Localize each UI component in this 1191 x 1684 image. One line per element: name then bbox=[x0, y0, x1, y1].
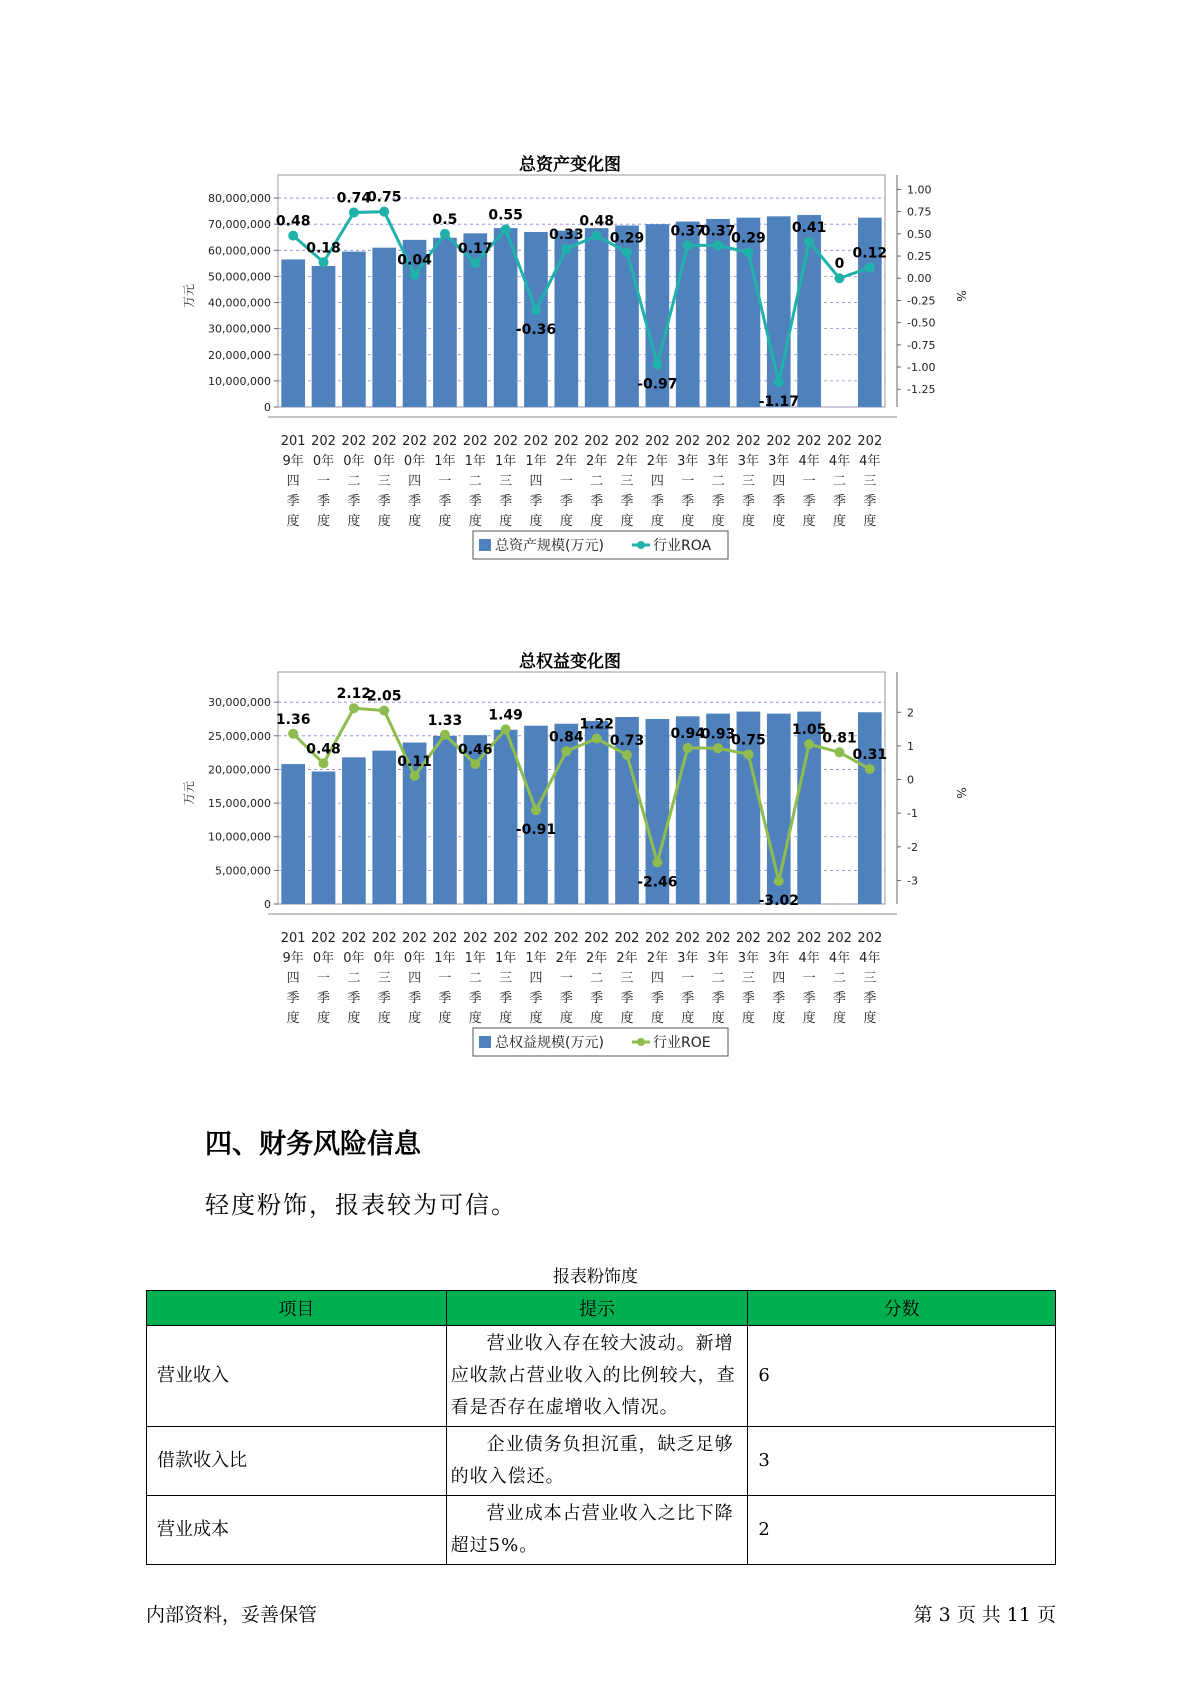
bar bbox=[372, 751, 396, 904]
data-label: 1.36 bbox=[275, 711, 311, 728]
y2-tick-label: -1.25 bbox=[907, 383, 936, 397]
data-label: 0.55 bbox=[488, 207, 523, 224]
y-tick-label: 15,000,000 bbox=[208, 797, 271, 811]
x-tick-label: 202 2年三季度 bbox=[614, 434, 640, 529]
x-tick-label: 202 2年一季度 bbox=[553, 434, 579, 529]
x-tick-label: 202 2年四季度 bbox=[644, 434, 670, 529]
y-tick-label: 20,000,000 bbox=[208, 348, 271, 362]
header-hint: 提示 bbox=[446, 1291, 748, 1326]
x-tick-label: 202 1年四季度 bbox=[523, 931, 549, 1026]
y2-axis-title: % bbox=[954, 290, 968, 302]
line-point bbox=[288, 231, 298, 241]
line-point bbox=[652, 857, 662, 867]
table-row bbox=[147, 1427, 1056, 1496]
section-body: 轻度粉饰，报表较为可信。 bbox=[205, 1191, 517, 1219]
data-label: -0.36 bbox=[515, 322, 557, 339]
data-label: 0.33 bbox=[549, 226, 584, 243]
data-label: 0.46 bbox=[458, 742, 493, 759]
line-point bbox=[804, 237, 814, 247]
section-heading: 四、财务风险信息 bbox=[205, 1129, 421, 1160]
y-tick-label: 60,000,000 bbox=[208, 244, 271, 258]
assets-chart bbox=[180, 145, 968, 595]
line-point bbox=[470, 258, 480, 268]
line-point bbox=[410, 771, 420, 781]
data-label: 0.12 bbox=[852, 245, 888, 262]
bar bbox=[433, 238, 457, 407]
y-axis-title: 万元 bbox=[182, 283, 196, 309]
line-point bbox=[865, 764, 875, 774]
line-point bbox=[804, 739, 814, 749]
bar bbox=[312, 266, 336, 407]
x-tick-label: 202 4年二季度 bbox=[827, 434, 852, 529]
y-tick-label: 0 bbox=[264, 898, 271, 911]
y2-tick-label: 1 bbox=[907, 739, 914, 753]
line-point bbox=[501, 724, 511, 734]
line-point bbox=[834, 747, 844, 757]
x-tick-label: 202 4年三季度 bbox=[857, 931, 883, 1026]
line-point bbox=[865, 263, 875, 273]
plot-frame bbox=[275, 672, 885, 904]
x-tick-label: 202 1年三季度 bbox=[493, 931, 519, 1026]
line-point bbox=[713, 743, 723, 753]
data-label: -3.02 bbox=[758, 893, 799, 910]
y2-tick-label: -1.00 bbox=[907, 361, 936, 375]
data-label: 0.48 bbox=[306, 741, 341, 758]
bar bbox=[342, 757, 366, 904]
y2-tick-label: 1.00 bbox=[907, 183, 932, 197]
row-hint: 营业收入存在较大波动。新增应收款占营业收入的比例较大，查看是否存在虚增收入情况。 bbox=[446, 1326, 748, 1427]
y-tick-label: 0 bbox=[264, 401, 271, 414]
line-point bbox=[561, 244, 571, 254]
chart-title: 总资产变化图 bbox=[519, 155, 621, 175]
data-label: 0.74 bbox=[336, 190, 372, 207]
bar bbox=[858, 712, 882, 904]
x-tick-label: 202 1年一季度 bbox=[432, 434, 458, 529]
y2-tick-label: -2 bbox=[907, 840, 918, 854]
x-tick-label: 202 4年二季度 bbox=[827, 931, 852, 1026]
data-label: 0.94 bbox=[670, 725, 705, 742]
line-point bbox=[683, 743, 693, 753]
row-hint: 营业成本占营业收入之比下降超过5%。 bbox=[446, 1496, 748, 1565]
line-point bbox=[743, 247, 753, 257]
bar bbox=[281, 259, 305, 407]
y-tick-label: 10,000,000 bbox=[208, 374, 271, 388]
data-label: 0.75 bbox=[731, 732, 766, 749]
legend-bar-label: 总权益规模(万元) bbox=[495, 1035, 604, 1051]
data-label: 0.37 bbox=[700, 223, 736, 240]
line-point bbox=[379, 207, 389, 217]
legend-bar-swatch bbox=[479, 1036, 491, 1048]
x-tick-label: 202 3年四季度 bbox=[766, 931, 792, 1026]
x-tick-label: 202 2年四季度 bbox=[644, 931, 670, 1026]
x-tick-label: 202 1年四季度 bbox=[523, 434, 549, 529]
line-point bbox=[834, 273, 844, 283]
y-tick-label: 30,000,000 bbox=[208, 696, 271, 710]
data-label: 2.12 bbox=[336, 686, 372, 703]
line-point bbox=[379, 706, 389, 716]
x-tick-label: 202 2年二季度 bbox=[584, 434, 610, 529]
page-number: 第 3 页 共 11 页 bbox=[913, 1604, 1056, 1626]
line-point bbox=[531, 305, 541, 315]
x-tick-label: 202 0年二季度 bbox=[341, 434, 367, 529]
line-point bbox=[440, 730, 450, 740]
y2-tick-label: -0.50 bbox=[907, 316, 936, 330]
legend-line-label: 行业ROA bbox=[653, 538, 712, 554]
row-score: 2 bbox=[748, 1496, 1056, 1565]
line-point bbox=[531, 805, 541, 815]
row-item: 借款收入比 bbox=[147, 1427, 447, 1496]
x-tick-label: 202 0年二季度 bbox=[341, 931, 367, 1026]
y-tick-label: 50,000,000 bbox=[208, 270, 271, 284]
data-label: 0.37 bbox=[670, 223, 705, 240]
header-score: 分数 bbox=[748, 1291, 1056, 1326]
y2-axis-title: % bbox=[954, 787, 968, 799]
line-point bbox=[774, 377, 784, 387]
data-label: 0.75 bbox=[366, 189, 402, 206]
y2-tick-label: 0.75 bbox=[907, 205, 932, 219]
data-label: 0.5 bbox=[432, 211, 458, 228]
y2-tick-label: 0.00 bbox=[907, 272, 932, 286]
line-point bbox=[349, 208, 359, 218]
data-label: 0.17 bbox=[458, 241, 493, 258]
legend-line-label: 行业ROE bbox=[653, 1035, 711, 1051]
legend-bar-swatch bbox=[479, 539, 491, 551]
row-hint: 企业债务负担沉重，缺乏足够的收入偿还。 bbox=[446, 1427, 748, 1496]
y2-tick-label: -0.25 bbox=[907, 294, 936, 308]
plot-frame bbox=[275, 175, 885, 407]
x-tick-label: 202 0年一季度 bbox=[311, 434, 336, 529]
risk-table bbox=[146, 1290, 1056, 1565]
y2-tick-label: 0 bbox=[907, 773, 914, 787]
legend-bar-label: 总资产规模(万元) bbox=[495, 538, 604, 554]
line-point bbox=[561, 746, 571, 756]
x-tick-label: 202 3年一季度 bbox=[675, 434, 701, 529]
x-tick-label: 202 1年一季度 bbox=[432, 931, 458, 1026]
x-tick-label: 202 2年三季度 bbox=[614, 931, 640, 1026]
data-label: 2.05 bbox=[366, 688, 402, 705]
data-label: 0.04 bbox=[397, 252, 432, 269]
data-label: 1.22 bbox=[579, 716, 614, 733]
line-point bbox=[622, 750, 632, 760]
bar bbox=[433, 736, 457, 904]
line-point bbox=[440, 229, 450, 239]
line-point bbox=[410, 270, 420, 280]
bar bbox=[281, 764, 305, 904]
row-item: 营业成本 bbox=[147, 1496, 447, 1565]
data-label: 1.49 bbox=[488, 707, 523, 724]
row-score: 3 bbox=[748, 1427, 1056, 1496]
data-label: 0.18 bbox=[306, 240, 341, 257]
x-tick-label: 202 3年二季度 bbox=[705, 931, 731, 1026]
data-label: 0.48 bbox=[579, 213, 614, 230]
line-point bbox=[592, 734, 602, 744]
x-tick-label: 202 2年一季度 bbox=[553, 931, 579, 1026]
bar bbox=[372, 248, 396, 407]
line-point bbox=[319, 257, 329, 267]
y-tick-label: 70,000,000 bbox=[208, 218, 271, 232]
x-tick-label: 202 0年三季度 bbox=[371, 931, 397, 1026]
line-point bbox=[470, 759, 480, 769]
y2-tick-label: 0.50 bbox=[907, 227, 932, 241]
line-point bbox=[652, 359, 662, 369]
legend-line-dot bbox=[637, 541, 645, 549]
line-point bbox=[743, 749, 753, 759]
legend-line-dot bbox=[637, 1038, 645, 1046]
table-row bbox=[147, 1326, 1056, 1427]
y-tick-label: 20,000,000 bbox=[208, 763, 271, 777]
assets-chart-svg bbox=[180, 145, 968, 585]
y-tick-label: 80,000,000 bbox=[208, 192, 271, 206]
line-point bbox=[622, 247, 632, 257]
bar bbox=[494, 730, 518, 904]
equity-chart bbox=[180, 642, 968, 1092]
bar bbox=[554, 231, 578, 407]
x-tick-label: 202 1年二季度 bbox=[462, 434, 488, 529]
data-label: 1.33 bbox=[427, 712, 463, 729]
row-item: 营业收入 bbox=[147, 1326, 447, 1427]
data-label: 1.05 bbox=[791, 722, 827, 739]
y-tick-label: 40,000,000 bbox=[208, 296, 271, 310]
x-tick-label: 202 3年三季度 bbox=[736, 931, 761, 1026]
bar bbox=[312, 771, 336, 904]
x-tick-label: 202 4年一季度 bbox=[796, 931, 822, 1026]
y2-tick-label: -3 bbox=[907, 874, 918, 888]
x-tick-label: 202 0年四季度 bbox=[402, 434, 427, 529]
row-score: 6 bbox=[748, 1326, 1056, 1427]
data-label: -0.97 bbox=[637, 376, 678, 393]
x-tick-label: 202 0年三季度 bbox=[371, 434, 397, 529]
y-tick-label: 10,000,000 bbox=[208, 830, 271, 844]
x-tick-label: 202 0年一季度 bbox=[311, 931, 336, 1026]
y-axis-title: 万元 bbox=[182, 780, 196, 806]
data-label: -1.17 bbox=[758, 394, 799, 411]
data-label: 0.29 bbox=[731, 230, 766, 247]
data-label: 0.93 bbox=[700, 726, 736, 743]
data-label: 0.84 bbox=[549, 729, 584, 746]
table-header-row bbox=[147, 1291, 1056, 1326]
x-tick-label: 202 4年一季度 bbox=[796, 434, 822, 529]
data-label: -2.46 bbox=[637, 874, 678, 891]
x-tick-label: 202 2年二季度 bbox=[584, 931, 610, 1026]
x-tick-label: 201 9年四季度 bbox=[280, 434, 306, 529]
x-tick-label: 201 9年四季度 bbox=[280, 931, 306, 1026]
equity-chart-svg bbox=[180, 642, 968, 1082]
chart-title: 总权益变化图 bbox=[519, 652, 621, 672]
line-point bbox=[592, 231, 602, 241]
table-caption: 报表粉饰度 bbox=[553, 1267, 638, 1287]
line-point bbox=[774, 876, 784, 886]
y2-tick-label: -1 bbox=[907, 807, 918, 821]
x-tick-label: 202 1年二季度 bbox=[462, 931, 488, 1026]
x-tick-label: 202 3年二季度 bbox=[705, 434, 731, 529]
data-label: -0.91 bbox=[515, 822, 557, 839]
x-tick-label: 202 3年三季度 bbox=[736, 434, 761, 529]
line-point bbox=[501, 224, 511, 234]
y-tick-label: 25,000,000 bbox=[208, 729, 271, 743]
data-label: 0 bbox=[834, 256, 845, 273]
data-label: 0.11 bbox=[397, 753, 432, 770]
line-point bbox=[713, 240, 723, 250]
bar bbox=[342, 252, 366, 407]
line-point bbox=[683, 240, 693, 250]
table-row bbox=[147, 1496, 1056, 1565]
y2-tick-label: 0.25 bbox=[907, 250, 932, 264]
line-point bbox=[319, 758, 329, 768]
data-label: 0.81 bbox=[822, 730, 857, 747]
data-label: 0.73 bbox=[609, 732, 645, 749]
x-tick-label: 202 3年一季度 bbox=[675, 931, 701, 1026]
data-label: 0.31 bbox=[852, 747, 888, 764]
x-tick-label: 202 3年四季度 bbox=[766, 434, 792, 529]
data-label: 0.48 bbox=[275, 213, 311, 230]
data-label: 0.29 bbox=[609, 230, 645, 247]
x-tick-label: 202 1年三季度 bbox=[493, 434, 519, 529]
line-point bbox=[288, 729, 298, 739]
y2-tick-label: -0.75 bbox=[907, 338, 936, 352]
bar bbox=[585, 228, 609, 407]
bar bbox=[524, 232, 548, 407]
line-point bbox=[349, 703, 359, 713]
y2-tick-label: 2 bbox=[907, 706, 914, 720]
x-tick-label: 202 4年三季度 bbox=[857, 434, 883, 529]
footer-note: 内部资料，妥善保管 bbox=[146, 1604, 318, 1626]
data-label: 0.41 bbox=[791, 219, 827, 236]
y-tick-label: 30,000,000 bbox=[208, 322, 271, 336]
y-tick-label: 5,000,000 bbox=[215, 864, 271, 878]
header-item: 项目 bbox=[147, 1291, 447, 1326]
x-tick-label: 202 0年四季度 bbox=[402, 931, 427, 1026]
bar bbox=[585, 721, 609, 904]
